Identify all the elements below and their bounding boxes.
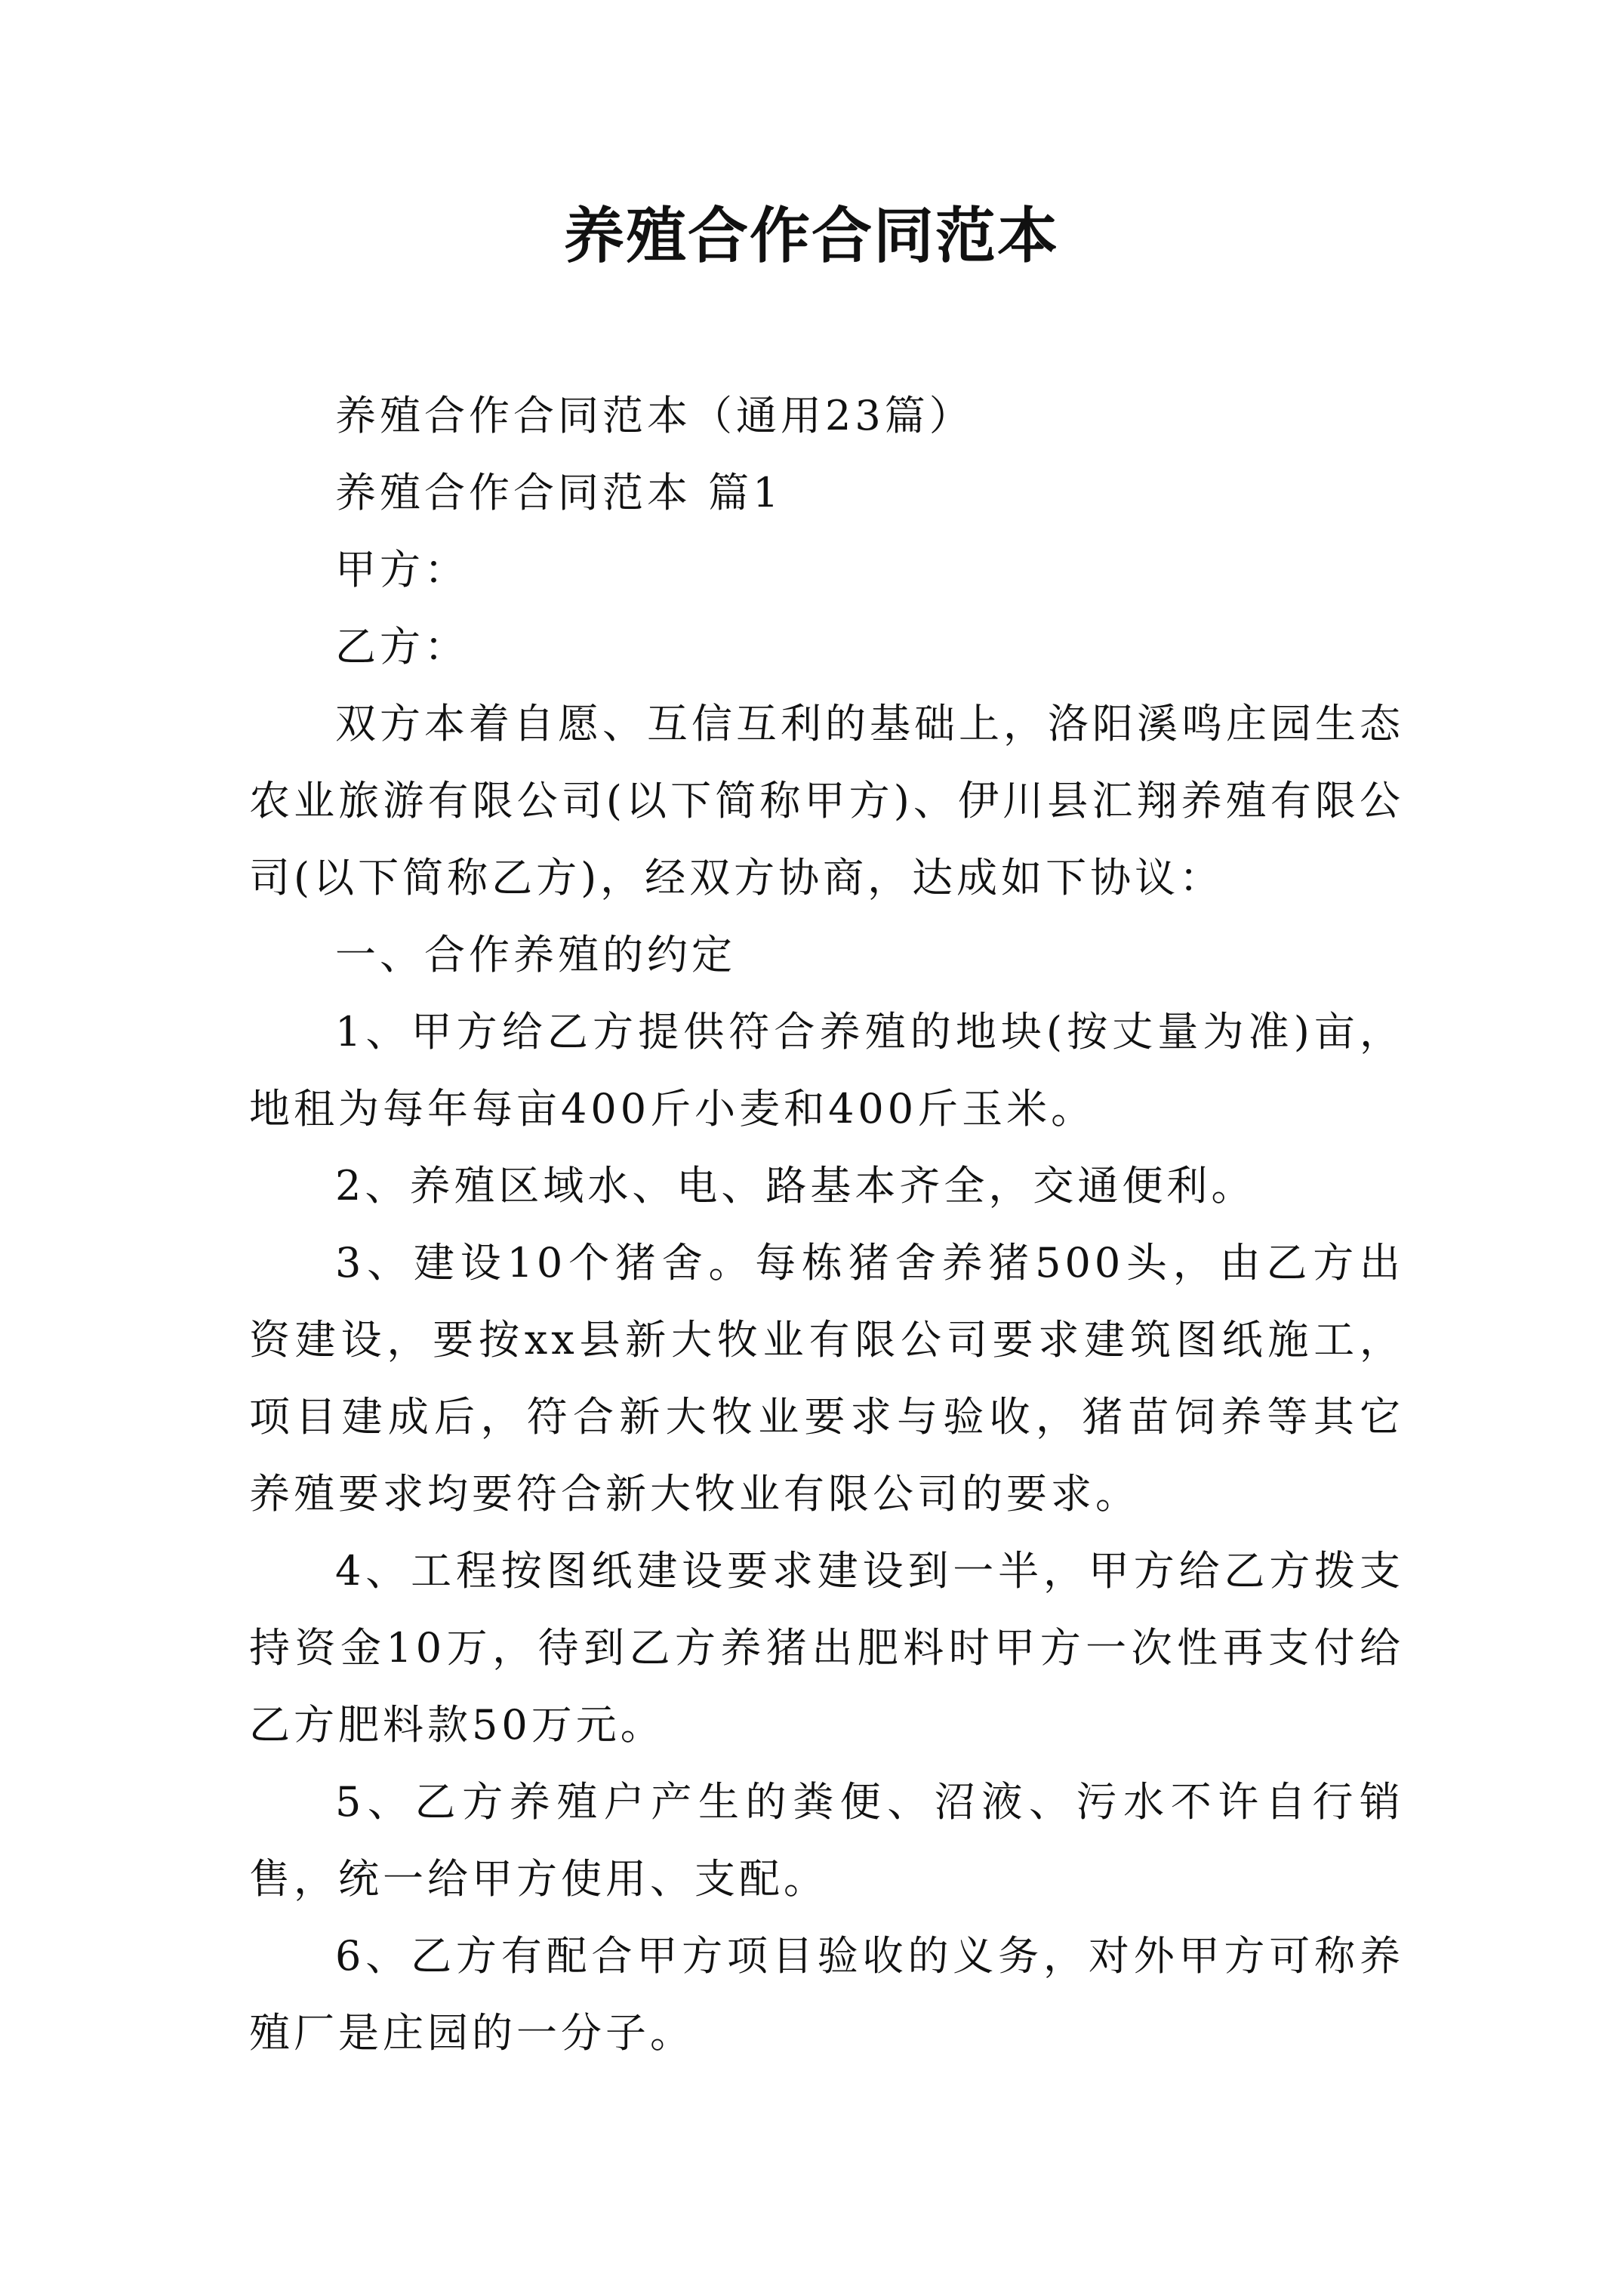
document-title: 养殖合作合同范本 (564, 200, 1059, 271)
clause-item-1: 1、甲方给乙方提供符合养殖的地块(按丈量为准)亩，地租为每年每亩400斤小麦和400斤玉米。 (249, 1008, 1404, 1133)
clause-item-3: 3、建设10个猪舍。每栋猪舍养猪500头，由乙方出资建设，要按xx县新大牧业有限公司要求建筑图纸施工，项目建成后，符合新大牧业要求与验收，猪苗饲养等其它养殖要求均要符合新大牧业有限公司的要求。 (249, 1239, 1404, 1518)
clause-heading: 一、合作养殖的约定 (335, 931, 736, 978)
party-a-line: 甲方： (335, 546, 469, 593)
clause-item-2: 2、养殖区域水、电、路基本齐全，交通便利。 (335, 1162, 1256, 1210)
party-b-line: 乙方： (335, 623, 469, 670)
clause-item-4: 4、工程按图纸建设要求建设到一半，甲方给乙方拨支持资金10万，待到乙方养猪出肥料时甲方一次性再支付给乙方肥料款50万元。 (249, 1547, 1404, 1749)
section-heading-paragraph: 养殖合作合同范本 篇1 (335, 469, 783, 516)
document-body (249, 378, 1404, 2072)
subtitle-paragraph: 养殖合作合同范本（通用23篇） (335, 392, 974, 439)
clause-item-5: 5、乙方养殖户产生的粪便、沼液、污水不许自行销售，统一给甲方使用、支配。 (249, 1778, 1404, 1903)
clause-item-6: 6、乙方有配合甲方项目验收的义务，对外甲方可称养殖厂是庄园的一分子。 (249, 1932, 1404, 2057)
preamble-paragraph: 双方本着自愿、互信互利的基础上，洛阳溪鸣庄园生态农业旅游有限公司(以下简称甲方)、伊川县汇翔养殖有限公司(以下简称乙方)，经双方协商，达成如下协议： (249, 700, 1404, 901)
